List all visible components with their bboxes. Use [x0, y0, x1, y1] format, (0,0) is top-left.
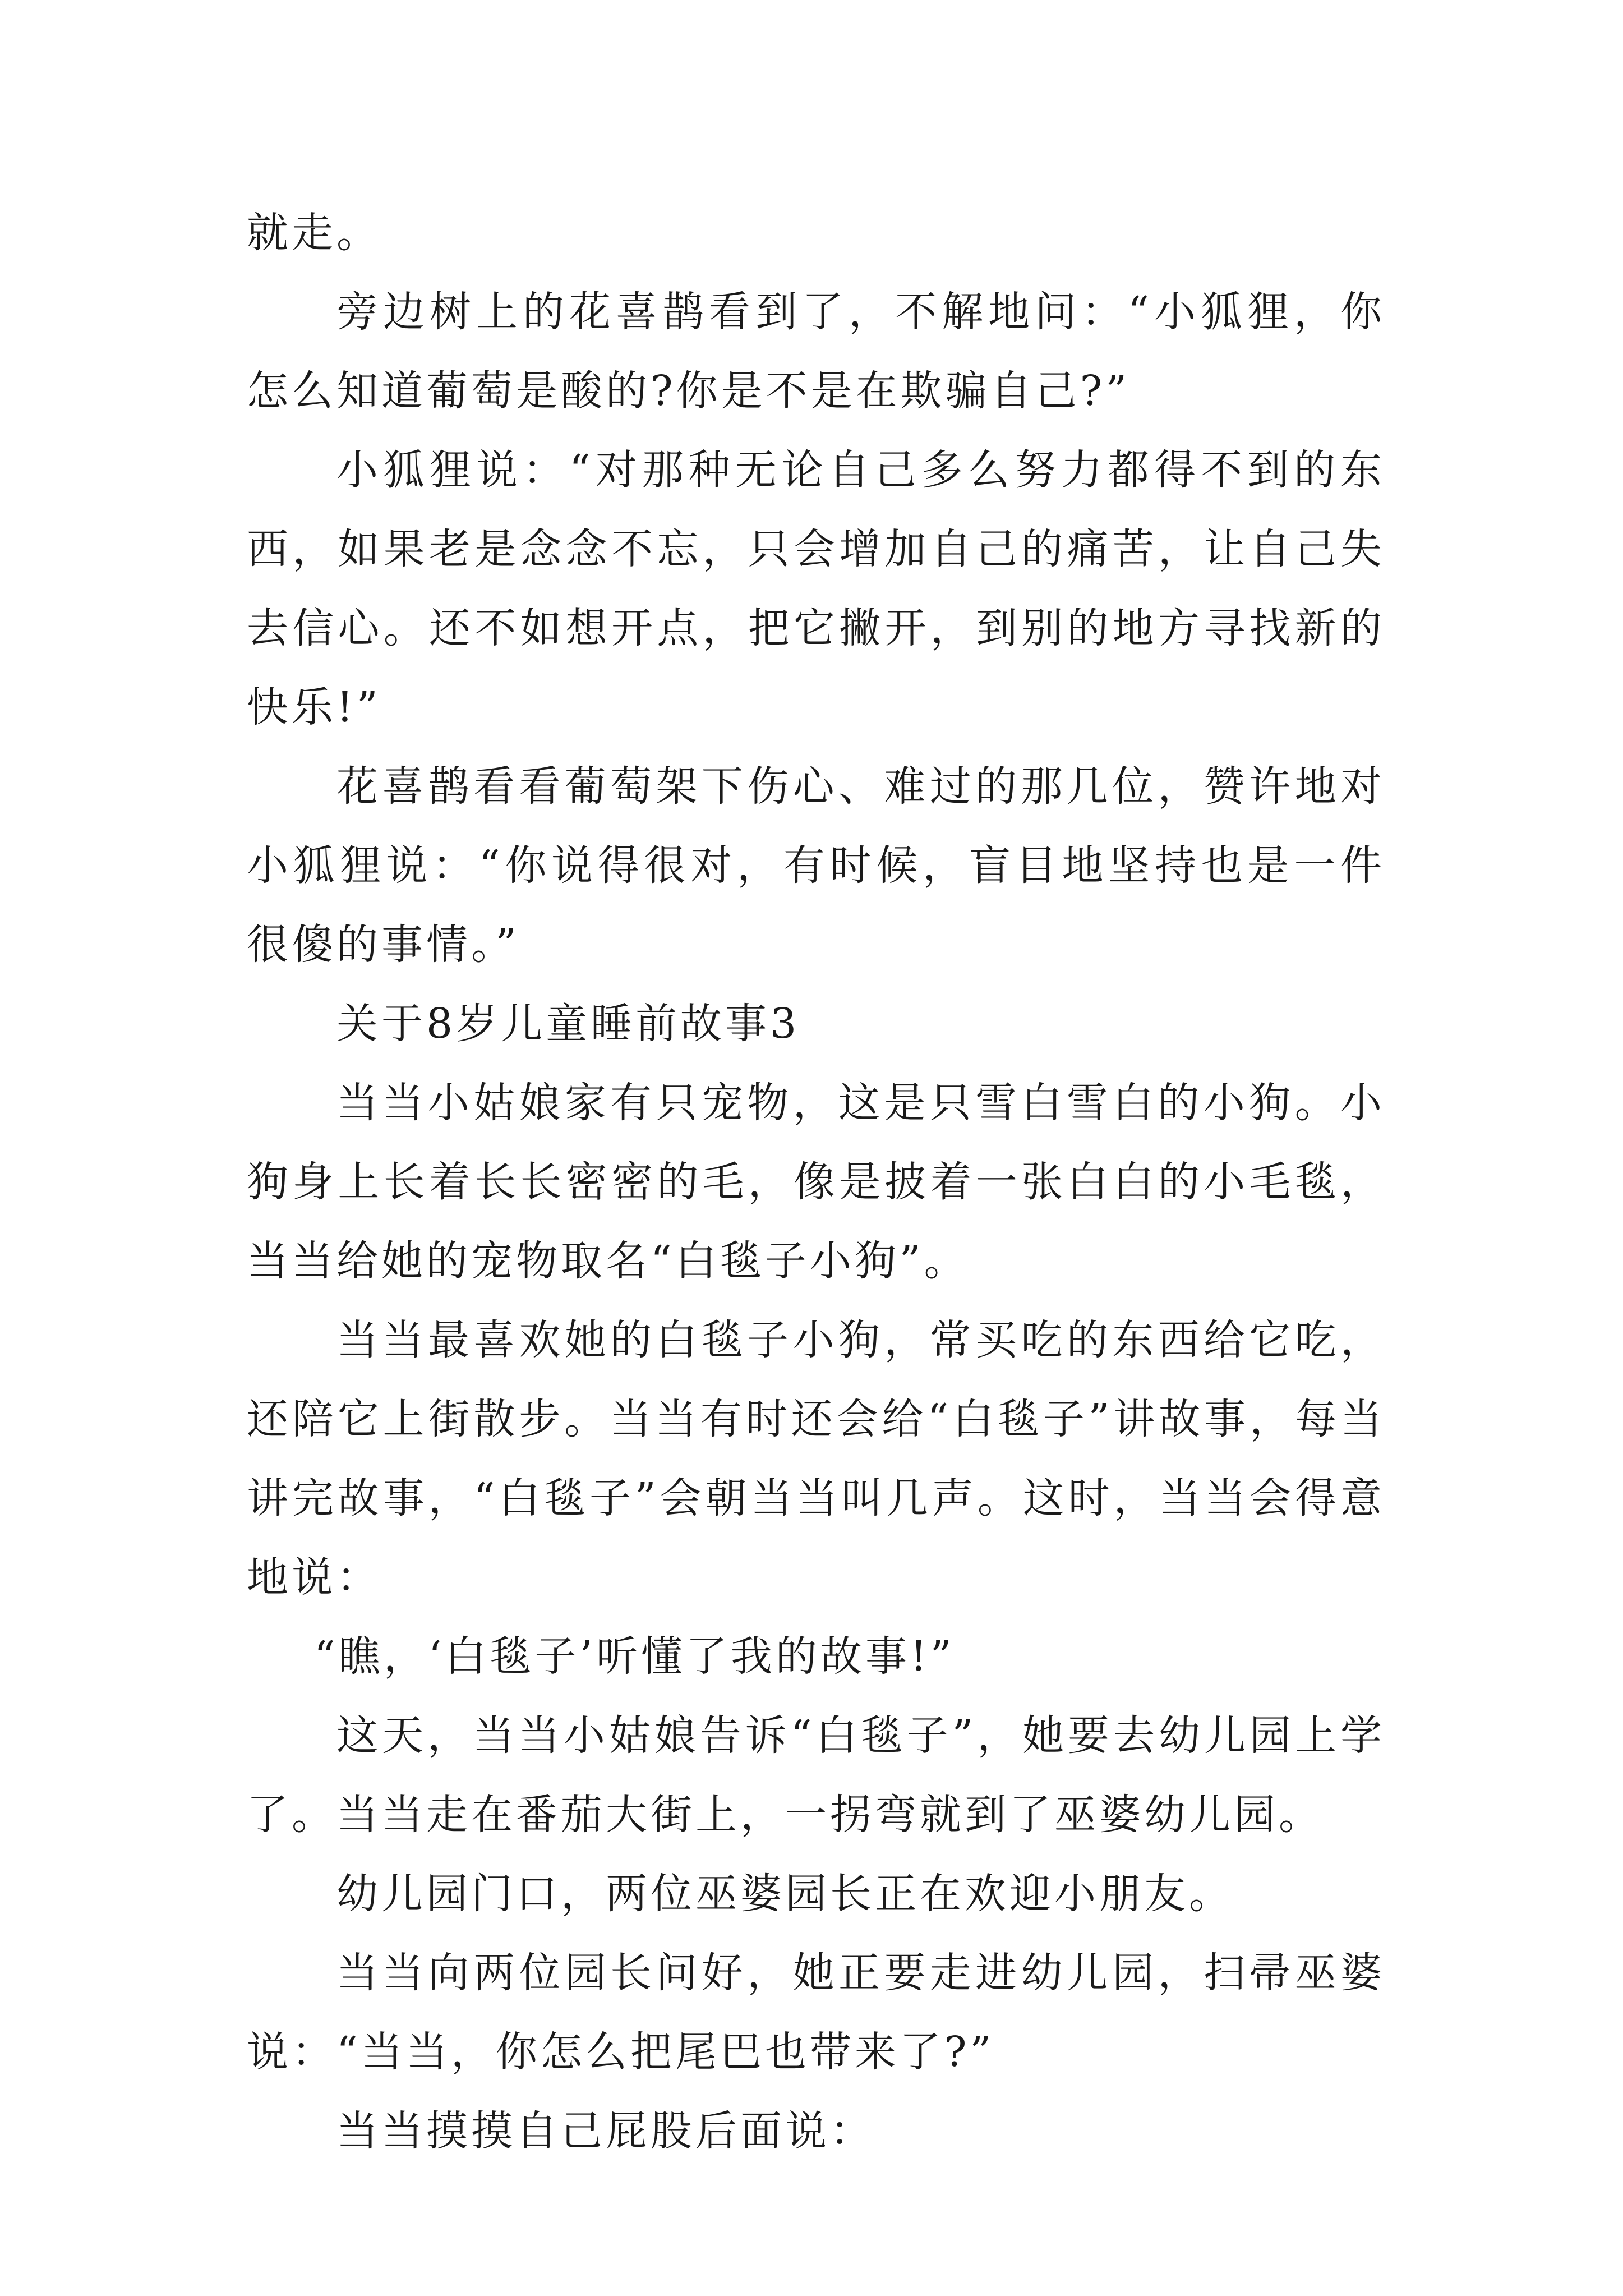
paragraph: 当当最喜欢她的白毯子小狗，常买吃的东西给它吃，还陪它上街散步。当当有时还会给“白毯子”讲故事，每当讲完故事，“白毯子”会朝当当叫几声。这时，当当会得意地说：	[247, 1316, 1385, 1602]
story-text-body	[247, 194, 1385, 2171]
paragraph: 当当摸摸自己屁股后面说：	[336, 2107, 875, 2155]
paragraph: 花喜鹊看看葡萄架下伤心、难过的那几位，赞许地对小狐狸说：“你说得很对，有时候，盲目地坚持也是一件很傻的事情。”	[247, 762, 1385, 969]
paragraph-continuation: 就走。	[247, 209, 381, 257]
paragraph: 当当向两位园长问好，她正要走进幼儿园，扫帚巫婆说：“当当，你怎么把尾巴也带来了?”	[247, 1949, 1385, 2076]
story-heading: 关于8岁儿童睡前故事3	[336, 1000, 800, 1048]
paragraph: 当当小姑娘家有只宠物，这是只雪白雪白的小狗。小狗身上长着长长密密的毛，像是披着一张白白的小毛毯，当当给她的宠物取名“白毯子小狗”。	[247, 1079, 1385, 1285]
paragraph: 旁边树上的花喜鹊看到了，不解地问：“小狐狸，你怎么知道葡萄是酸的?你是不是在欺骗自己?”	[247, 288, 1385, 415]
paragraph-quote: “瞧，‘白毯子’听懂了我的故事!”	[314, 1632, 955, 1681]
paragraph: 这天，当当小姑娘告诉“白毯子”，她要去幼儿园上学了。当当走在番茄大街上，一拐弯就到了巫婆幼儿园。	[247, 1711, 1385, 1839]
paragraph: 幼儿园门口，两位巫婆园长正在欢迎小朋友。	[336, 1870, 1234, 1918]
paragraph: 小狐狸说：“对那种无论自己多么努力都得不到的东西，如果老是念念不忘，只会增加自己的痛苦，让自己失去信心。还不如想开点，把它撇开，到别的地方寻找新的快乐!”	[247, 446, 1385, 731]
